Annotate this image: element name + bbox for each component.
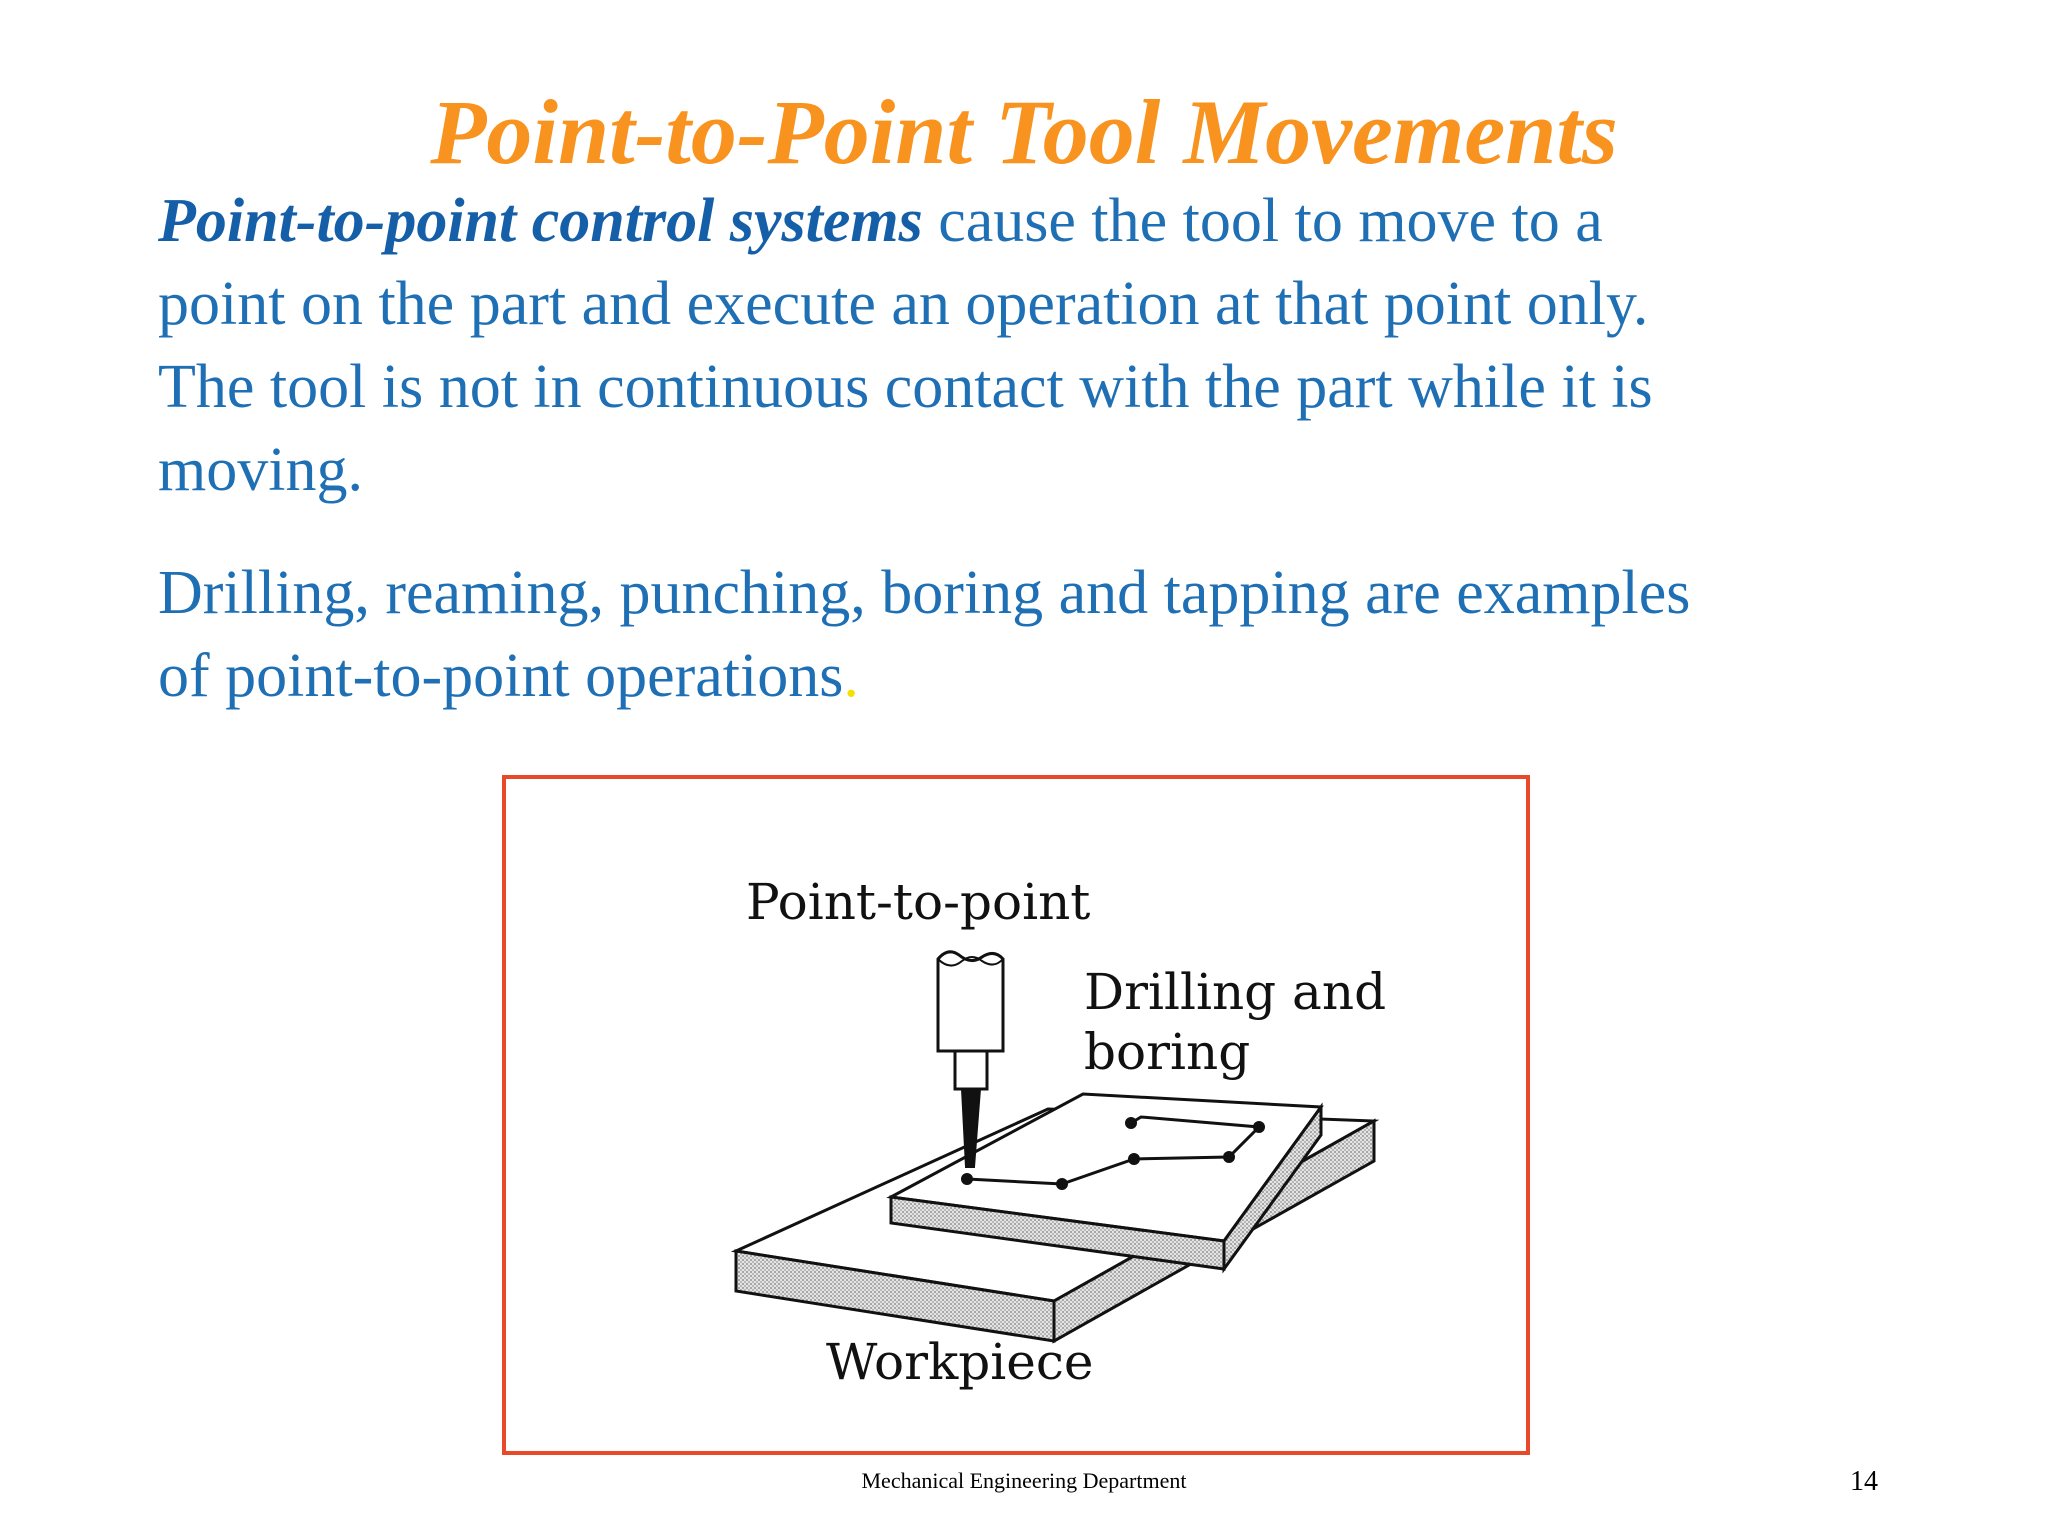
examples-line-1: Drilling, reaming, punching, boring and tapping are examples [158,559,1691,627]
definition-line-2: point on the part and execute an operation at that point only. [158,270,1649,338]
figure-label-operation: Drilling and [1084,963,1387,1021]
examples-period: . [843,642,859,710]
definition-paragraph [158,180,1958,512]
point-to-point-diagram [506,779,1526,1451]
examples-line-2: of point-to-point operations [158,642,844,710]
definition-line-4: moving. [158,436,363,504]
examples-paragraph [158,552,1958,718]
footer: Mechanical Engineering Department [861,1468,1187,1493]
drill-point [961,1173,973,1185]
figure-frame [502,775,1530,1455]
drill-point [1223,1151,1235,1163]
figure-label-mode: Point-to-point [746,873,1091,931]
definition-line-3: The tool is not in continuous contact with the part while it is [158,353,1653,421]
drill-point [1056,1178,1068,1190]
drill-point [1253,1121,1265,1133]
page-number: 14 [1850,1466,1878,1497]
figure-label-workpiece: Workpiece [826,1333,1094,1391]
figure-label-operation-2: boring [1084,1023,1251,1081]
drill-point [1125,1117,1137,1129]
slide-title: Point-to-Point Tool Movements [430,81,1618,183]
definition-line-1: cause the tool to move to a [922,187,1603,255]
key-term: Point-to-point control systems [158,187,923,255]
drill-point [1128,1153,1140,1165]
